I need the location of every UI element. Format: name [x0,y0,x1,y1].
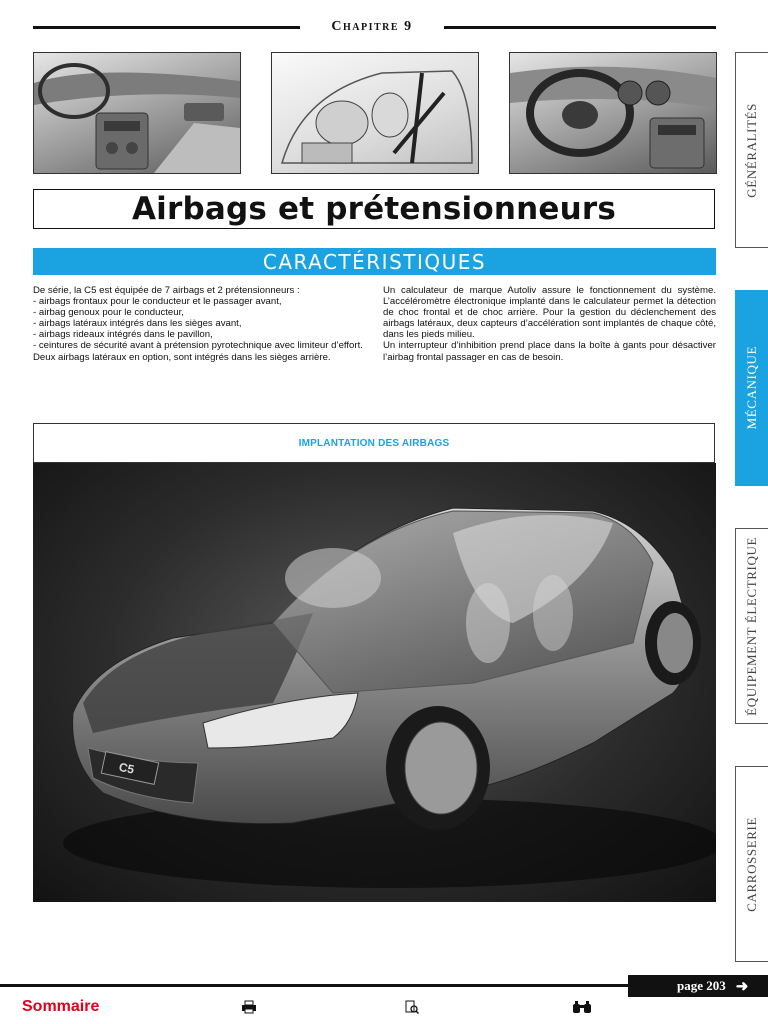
chapter-label: Chapitre 9 [331,19,413,34]
thumbnail-steering-wheel [509,52,717,174]
footer-rule [0,984,628,987]
left-paragraph: - airbag genoux pour le conducteur, [33,307,184,319]
left-text-column [33,285,366,363]
tab-label: ÉQUIPEMENT ÉLECTRIQUE [744,536,759,716]
page-number: page 203 [677,978,726,993]
page-number-box[interactable] [628,975,768,997]
tab-label: CARROSSERIE [744,816,759,912]
document-search-icon[interactable] [405,1000,419,1017]
car-badge: C5 [117,759,136,777]
header-rule-right [444,26,716,29]
printer-icon[interactable] [241,1000,257,1017]
tab-equipement-electrique[interactable] [735,528,768,724]
next-page-arrow-icon[interactable]: ➜ [735,978,749,995]
left-paragraph: - airbags latéraux intégrés dans les sièges avant, [33,318,242,330]
left-paragraph: - airbags rideaux intégrés dans le pavillon, [33,329,213,341]
sommaire-link[interactable]: Sommaire [22,998,100,1015]
thumbnail-airbag-cutaway [271,52,479,174]
left-paragraph: - airbags frontaux pour le conducteur et le passager avant, [33,296,282,308]
section-heading: CARACTÉRISTIQUES [33,248,716,275]
left-paragraph: Deux airbags latéraux en option, sont intégrés dans les sièges arrière. [33,351,331,363]
right-paragraph: Un interrupteur d’inhibition prend place dans la boîte à gants pour désactiver l’airbag frontal passager en cas de besoin. [383,340,716,363]
thumbnail-dashboard [33,52,241,174]
page-title: Airbags et prétensionneurs [131,191,617,227]
left-paragraph: De série, la C5 est équipée de 7 airbags et 2 prétensionneurs : [33,285,300,296]
tab-label: GÉNÉRALITÉS [744,102,759,198]
binoculars-icon[interactable] [572,1000,592,1017]
header-rule-left [33,26,300,29]
left-paragraph: - ceintures de sécurité avant à prétension pyrotechnique avec limiteur d’effort. [33,340,363,352]
figure-caption: IMPLANTATION DES AIRBAGS [33,423,715,463]
tab-generalites[interactable] [735,52,768,248]
right-text-column [383,285,716,363]
tab-carrosserie[interactable] [735,766,768,962]
title-box [33,189,715,229]
right-paragraph: Un calculateur de marque Autoliv assure le fonctionnement du système. L’accéléromètre électronique implanté dans le calculateur permet la détection de choc frontal et de choc arrière. Pour la gestion du déclenchement des airbags latéraux, deux capteurs d’accélération sont implantés de chaque côté, dans les pieds milieu. [383,285,716,341]
tab-mecanique[interactable] [735,290,768,486]
car-airbag-illustration [33,463,716,902]
tab-label: MÉCANIQUE [744,346,759,430]
